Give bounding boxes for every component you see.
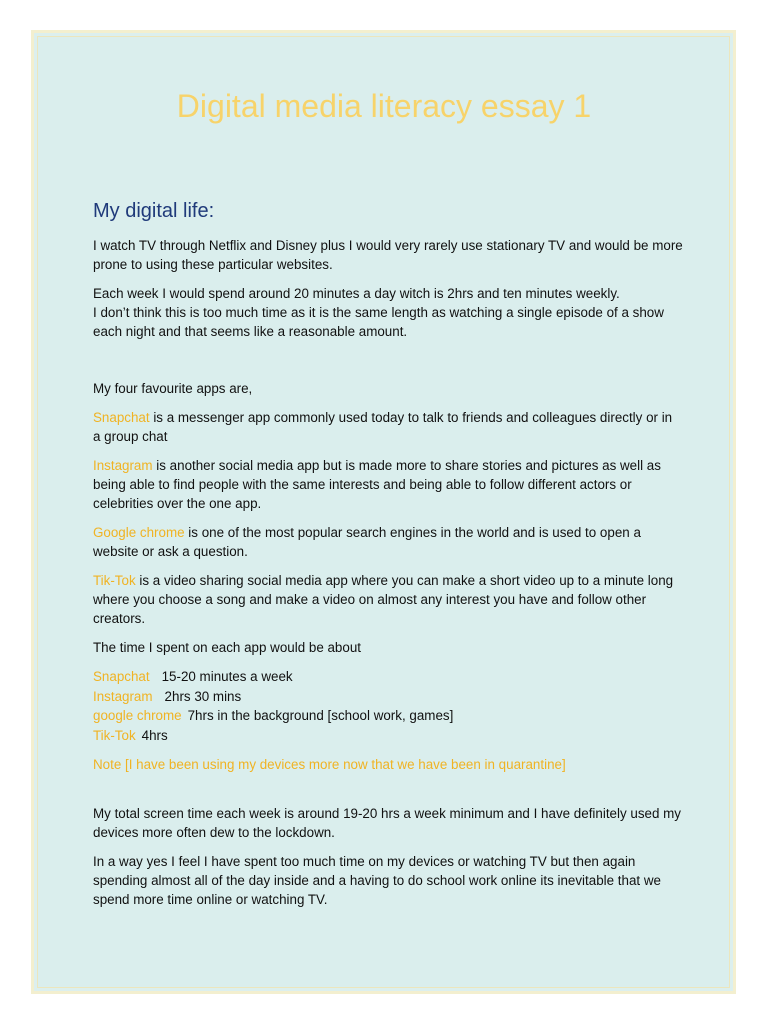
document-title: Digital media literacy essay 1 [176, 88, 592, 124]
app-description: is a messenger app commonly used today to talk to friends and colleagues directly or in a group chat [93, 410, 673, 444]
paragraph-streaming: I watch TV through Netflix and Disney plus I would very rarely use stationary TV and would be more prone to using these particular websites. [93, 238, 683, 272]
app-paragraph-tiktok [93, 571, 683, 628]
time-row [93, 706, 683, 726]
time-intro: The time I spent on each app would be about [93, 640, 361, 655]
app-name: Snapchat [93, 410, 150, 425]
time-value: 7hrs in the background [school work, games] [187, 708, 454, 723]
time-row [93, 687, 683, 707]
time-row [93, 726, 683, 746]
time-app: Tik-Tok [93, 727, 136, 743]
app-description: is one of the most popular search engines in the world and is used to open a website or ask a question. [93, 525, 641, 559]
spacer [93, 784, 683, 804]
app-paragraph-instagram [93, 456, 683, 513]
time-value: 4hrs [141, 727, 168, 743]
spacer [93, 351, 683, 379]
time-value: 15-20 minutes a week [161, 669, 293, 684]
app-description: is another social media app but is made more to share stories and pictures as well as being able to find people with the same interests and being able to follow different actors or celebrities over the one app. [93, 458, 661, 511]
paragraph-weekly-time-line1: Each week I would spend around 20 minutes a day witch is 2hrs and ten minutes weekly. [93, 286, 620, 301]
paragraph-weekly-time-line2: I don’t think this is too much time as it is the same length as watching a single episode of a show each night and that seems like a reasonable amount. [93, 305, 664, 339]
time-app: google chrome [93, 708, 182, 723]
paragraph-total: My total screen time each week is around 19-20 hrs a week minimum and I have definitely used my devices more often dew to the lockdown. [93, 806, 681, 840]
quarantine-note: Note [I have been using my devices more now that we have been in quarantine] [93, 757, 566, 772]
app-description: is a video sharing social media app where you can make a short video up to a minute long where you choose a song and make a video on almost any interest you have and follow other creators. [93, 573, 674, 626]
app-paragraph-snapchat [93, 408, 683, 446]
section-heading: My digital life: [93, 200, 215, 222]
time-list [93, 667, 683, 745]
time-row [93, 667, 683, 687]
time-app: Instagram [93, 688, 153, 704]
app-name: Tik-Tok [93, 573, 136, 588]
app-name: Instagram [93, 458, 153, 473]
paragraph-conclusion: In a way yes I feel I have spent too much time on my devices or watching TV but then again spending almost all of the day inside and a having to do school work online its inevitable that we spend more time online or watching TV. [93, 854, 661, 907]
app-name: Google chrome [93, 525, 185, 540]
document-body [93, 198, 683, 919]
favourites-intro: My four favourite apps are, [93, 381, 253, 396]
time-app: Snapchat [93, 669, 150, 684]
paragraph-weekly-time [93, 284, 683, 341]
app-paragraph-chrome [93, 523, 683, 561]
time-value: 2hrs 30 mins [164, 688, 242, 704]
